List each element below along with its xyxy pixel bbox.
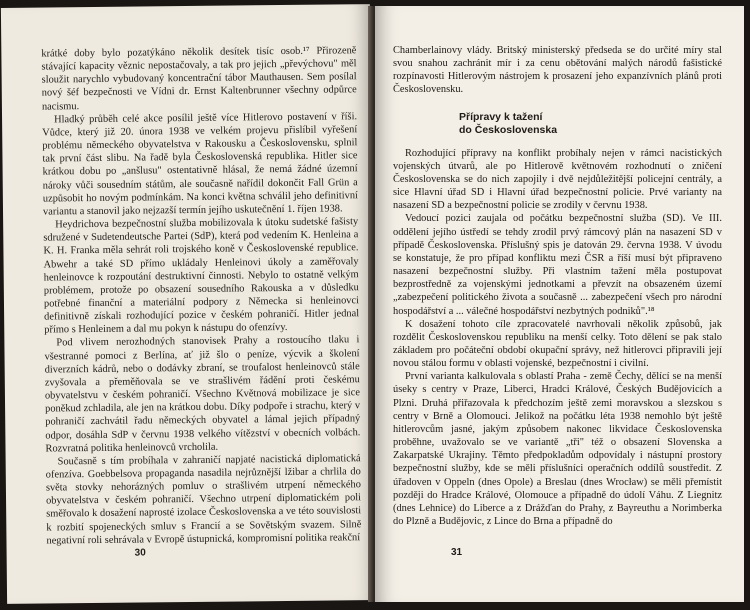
paragraph: Vedoucí pozici zaujala od počátku bezpečnostní služba (SD). Ve III. oddělení jejího ústředí se tehdy zrodil prvý rámcový plán na nasazení SD v případě Československa. Příslušný spis je datován 29. června 1938. V úvodu se konstatuje, že pro případ konfliktu mezi ČSR a říší musí být připraveno nasazení bezpečnostní služby. Při vlastním tažení měla postupovat bezprostředně za vojenskými jednotkami a převzít na obsazeném území „zabezpečení politického života a současně ... zabezpečení všech pro národní hospodářství a ... válečné hospodářství nezbytných podniků".¹⁸ (393, 213, 722, 317)
right-page (375, 6, 744, 602)
left-page-text (41, 44, 361, 547)
paragraph: Heydrichova bezpečnostní služba mobilizovala k útoku sudetské fašisty sdružené v Sudetendeutsche Partei (SdP), která pod vedením K. Henleina a K. H. Franka měla sehrát roli trojského koně v Československé republice. Abwehr a také SD přímo ukládaly Henleinovi úkoly a zaměřovaly henleinovce k rozpoutání destruktivní činnosti. Nebylo to ostatně velkým problémem, protože po obsazení sousedního Rakouska a v důsledku potřebné finanční a materiální podpory z Německa si henleinovci definitivně získali rozhodující pozice v českém pohraničí. Hitler jednal přímo s Henleinem a dal mu pokyn k nástupu do ofenzívy. (43, 216, 360, 336)
section-heading-line: do Československa (459, 123, 558, 136)
section-heading-line: Přípravy k tažení (459, 110, 543, 123)
paragraph: K dosažení tohoto cíle zpracovatelé navrhovali několik způsobů, jak rozdělit Československou republiku na menší celky. Toto dělení se pak stalo základem pro počáteční období okupační správy, než hitlerovci připravili její novou stálou formu v oblasti vojenské, bezpečnostní i civilní. (393, 318, 722, 370)
section-heading (459, 111, 722, 137)
paragraph: krátké doby bylo pozatýkáno několik desítek tisíc osob.¹⁷ Přirozeně stávající kapacity věznic nepostačovaly, a tak pro jejich „převýchovu" měl sloužit narychlo vybudovaný koncentrační tábor Mauthausen. Sem posílal nový šéf bezpečnosti ve Vídni dr. Ernst Kaltenbrunner všechny odpůrce nacismu. (41, 45, 357, 113)
paragraph: Současně s tím probíhala v zahraničí napjaté nacistická diplomatická ofenzíva. Goebbelsova propaganda nasadila nejrůznější lžibar a chrlila do světa stovky nehorázných pomluv o strašlivém utrpení německého obyvatelstva v českém pohraničí. Všechno utrpení diplomatickém poli směřovalo k dosažení naprosté izolace Československa a ve této souvislosti k rozbití spojeneckých smluv s Francií a se Sovětským svazem. Silně negativní roli sehrávala v Evropě ústupnická, kompromisní politika reakční (45, 453, 362, 547)
left-page (1, 4, 376, 604)
paragraph: Pod vlivem nerozhodných stanovisek Prahy a rostoucího tlaku i všestranné pomoci z Berlína, ať již šlo o peníze, výcvik a školení diverzních kádrů, nebo o dodávky zbraní, se troufalost henleinovců stále zvyšovala a přeměňovala se ve strašlivém řádění proti českému obyvatelstvu v českém pohraničí. Všechno Květnová mobilizace je sice poněkud zchladila, ale jen na krátkou dobu. Díky podpoře i strachu, který v pohraničí zachvátil řadu německých obyvatel a lámal jejich případný odpor, dosáhla SdP v červnu 1938 velkého vítězství v obecních volbách. Rozvratná politika henleinovců vrcholila. (44, 334, 361, 455)
paragraph: Rozhodující přípravy na konflikt probíhaly nejen v rámci nacistických vojenských útvarů, ale po Hitlerově květnovém rozhodnutí o zničení Československa se do nich zapojily i dvě nejdůležitější policejní centrály, a sice Hlavní úřad SD i Hlavní úřad bezpečnostní policie. Prvé varianty na nasazení SD a bezpečnostní policie se zrodily v červnu 1938. (393, 147, 722, 212)
right-page-text (393, 44, 722, 528)
page-number-right: 31 (451, 547, 463, 558)
open-book (4, 6, 744, 602)
page-number-left: 30 (134, 547, 146, 559)
paragraph: Chamberlainovy vlády. Britský ministerský předseda se do určité míry stal svou snahou zachránit mír i za cenu obětování malých národů fašistické rozpínavosti Hitlerovým nástrojem k prosazení jeho expanzívních plánů proti Československu. (393, 45, 722, 96)
paragraph: První varianta kalkulovala s oblastí Praha - země Čechy, dělící se na menší úseky s centry v Praze, Liberci, Hradci Králové, Českých Budějovicích a Plzni. Druhá přiřazovala k předchozím ještě zemi moravskou a slezskou s centry v Brně a Olomouci. Jelikož na počátku léta 1938 nemohlo být ještě hitlerovcům jasné, jakým způsobem nakonec likvidace Československa proběhne, uvažovalo se ve variantě „tři" též o obsazení Slovenska a Zakarpatské Ukrajiny. Těmto předpokladům odpovídaly i nástupní prostory bezpečnostní služby, kde se měli příslušníci operačních oddílů soustředit. Z úřadoven v Oppeln (dnes Opole) a Breslau (dnes Wrocław) se měli přemístit později do Hradce Králové, Olomouce a případně do údolí Váhu. Z Liegnitz (dnes Lehnice) do Liberce a z Drážďan do Prahy, z Bayreuthu a Norimberka do Plzně a Budějovic, z Lince do Brna a případně do (393, 371, 722, 527)
paragraph: Hladký průběh celé akce posílil ještě více Hitlerovo postavení v říši. Vůdce, který již 20. února 1938 ve velkém projevu přislíbil vyřešení problému německého obyvatelstva v Rakousku a Československu, splnil tak první část slibu. Na řadě byla Československá republika. Hitler sice krátkou dobu po „anšlusu" ostentativně hlásal, že nemá žádné územní nároky vůči sousedním státům, ale současně nařídil dokončit Fall Grün a uzpůsobit ho novým podmínkám. Na konci května schválil jeho definitivní variantu a stanovil jako nejzazší termín jejího uskutečnění 1. říjen 1938. (42, 111, 358, 218)
